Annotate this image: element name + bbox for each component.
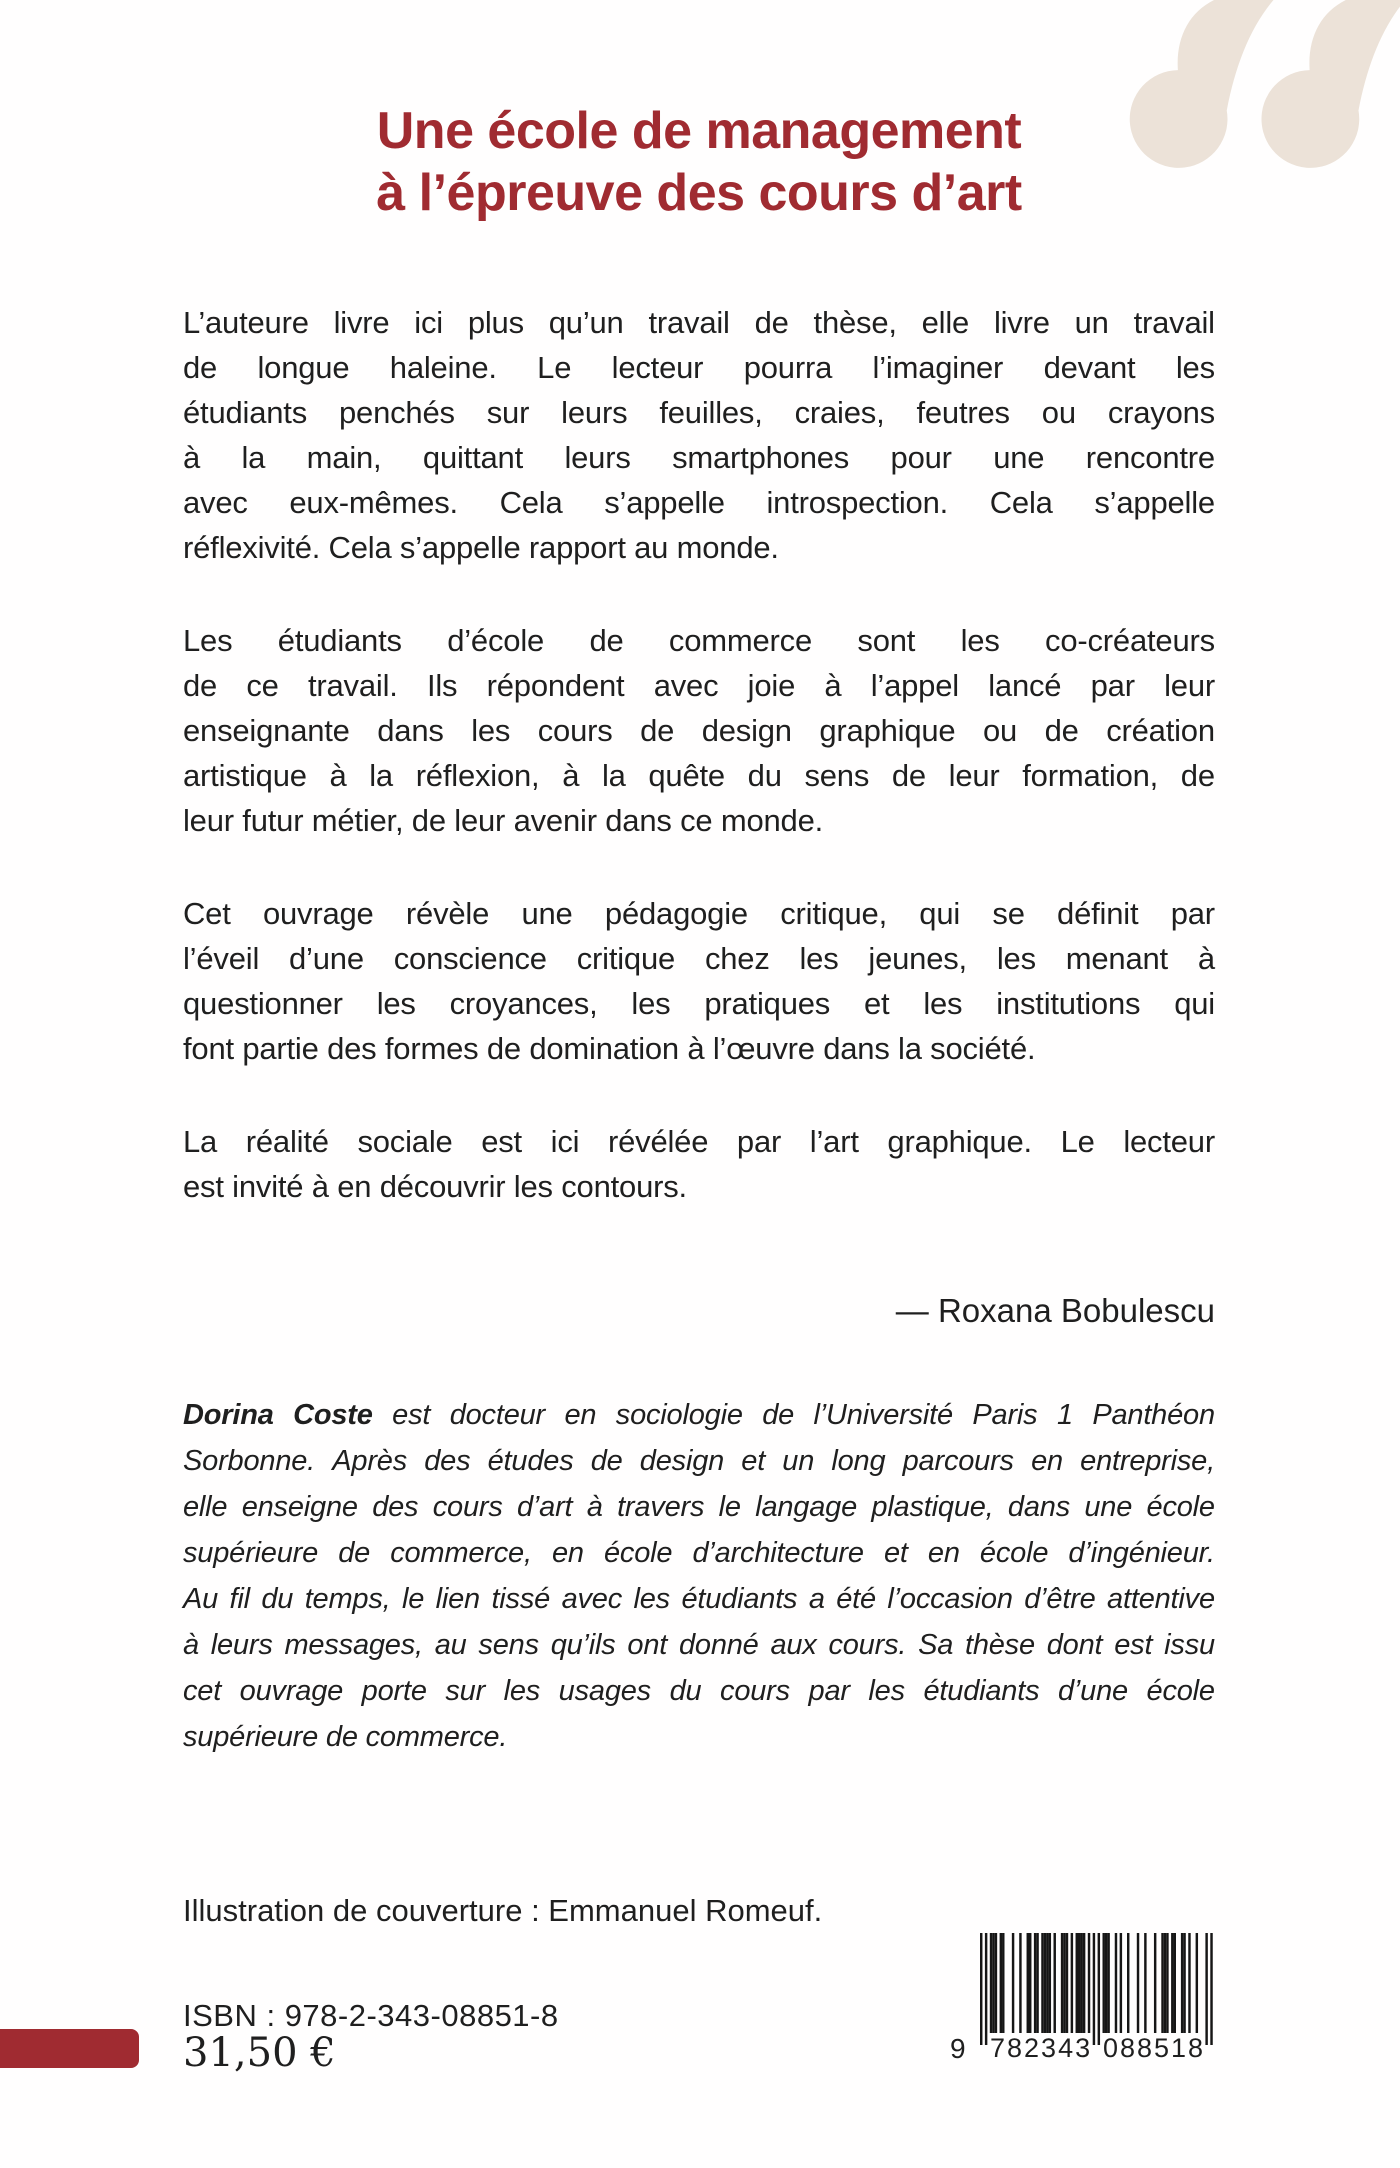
blurb-paragraph: Cet ouvrage révèle une pédagogie critique, qui se définit par l’éveil d’une conscience critique chez les jeunes, les menant à questionner les croyances, les pratiques et les institutions qui font partie des formes de domination à l’œuvre dans la société. xyxy=(183,896,1215,1066)
blurb-paragraph: L’auteure livre ici plus qu’un travail de thèse, elle livre un travail de longue haleine. Le lecteur pourra l’imaginer devant les étudiants penchés sur leurs feuilles, craies, feutres ou crayons à la main, quittant leurs smartphones pour une rencontre avec eux-mêmes. Cela s’appelle introspection. Cela s’appelle réflexivité. Cela s’appelle rapport au monde. xyxy=(183,305,1215,565)
blurb xyxy=(183,300,1215,1257)
cover-illustration-credit: Illustration de couverture : Emmanuel Romeuf. xyxy=(183,1893,823,1928)
author-bio: Dorina Coste est docteur en sociologie de l’Université Paris 1 Panthéon Sorbonne. Après des études de design et un long parcours en entreprise, elle enseigne des cours d’art à travers le langage plastique, dans une école supérieure de commerce, en école d’architecture et en école d’ingénieur. Au fil du temps, le lien tissé avec les étudiants a été l’occasion d’être attentive à leurs messages, au sens qu’ils ont donné aux cours. Sa thèse dont est issu cet ouvrage porte sur les usages du cours par les étudiants d’une école supérieure de commerce. xyxy=(183,1399,1215,1753)
barcode-digits-left: 782343 xyxy=(990,2033,1093,2063)
blurb-paragraph: La réalité sociale est ici révélée par l’art graphique. Le lecteur est invité à en découvrir les contours. xyxy=(183,1124,1215,1204)
blurb-paragraph: Les étudiants d’école de commerce sont les co-créateurs de ce travail. Ils répondent avec joie à l’appel lancé par leur enseignante dans les cours de design graphique ou de création artistique à la réflexion, à la quête du sens de leur formation, de leur futur métier, de leur avenir dans ce monde. xyxy=(183,623,1215,838)
spine-accent-bar xyxy=(0,2029,139,2068)
isbn-label: ISBN : 978-2-343-08851-8 xyxy=(183,1998,559,2033)
barcode-digits-right: 088518 xyxy=(1102,2033,1206,2063)
title-line-1: Une école de management xyxy=(376,102,1022,160)
price-label: 31,50 € xyxy=(183,2030,336,2076)
title-line-2: à l’épreuve des cours d’art xyxy=(376,164,1022,222)
barcode-digit-first: 9 xyxy=(950,2033,967,2064)
barcode xyxy=(950,1933,1225,2078)
page-title xyxy=(183,100,1215,224)
attribution: — Roxana Bobulescu xyxy=(895,1292,1215,1329)
